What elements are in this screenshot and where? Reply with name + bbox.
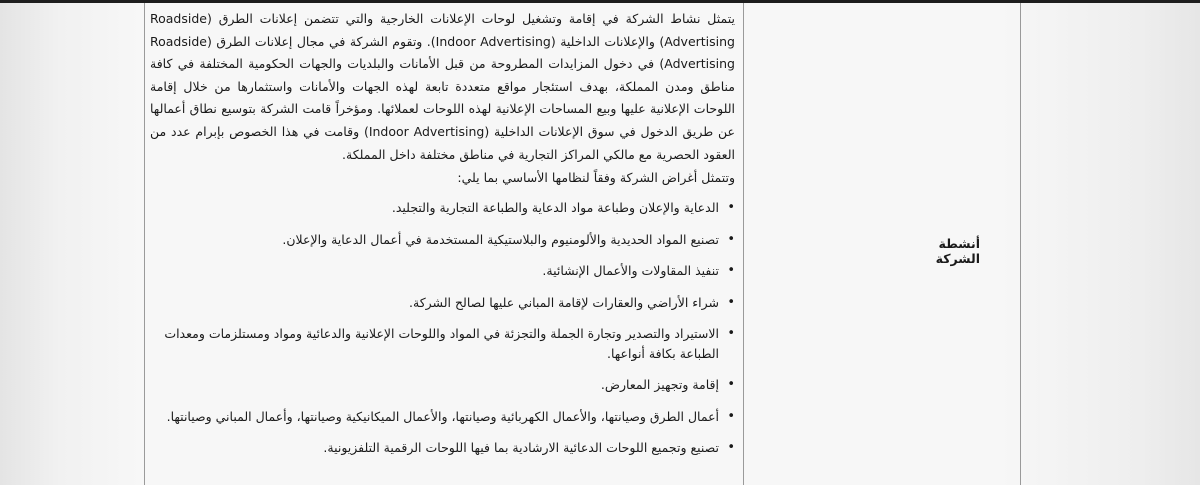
list-item: • الاستيراد والتصدير وتجارة الجملة والتجزئة في المواد واللوحات الإعلانية والدعائية ومواد ومستلزمات ومعدات الطباعة بكافة أنواعها.	[150, 324, 735, 363]
table-column-divider	[743, 3, 744, 485]
objectives-intro: وتتمثل أغراض الشركة وفقاً لنظامها الأساسي بما يلي:	[457, 170, 735, 186]
table-border-right	[1020, 3, 1021, 485]
list-item: • أعمال الطرق وصيانتها، والأعمال الكهربائية وصيانتها، والأعمال الميكانيكية وصيانتها، وأعمال المباني وصيانتها.	[150, 407, 735, 427]
list-item: • تصنيع المواد الحديدية والألومنيوم والبلاستيكية المستخدمة في أعمال الدعاية والإعلان.	[150, 230, 735, 250]
activities-cell	[150, 8, 735, 470]
list-item: • تنفيذ المقاولات والأعمال الإنشائية.	[150, 261, 735, 281]
activities-description: يتمثل نشاط الشركة في إقامة وتشغيل لوحات الإعلانات الخارجية والتي تتضمن إعلانات الطرق (Roadside Advertising) والإعلانات الداخلية (Indoor Advertising). وتقوم الشركة في مجال إعلانات الطرق (Roadside Advertising) في دخول المزايدات المطروحة من قبل الأمانات والبلديات والجهات الحكومية المختلفة في كافة مناطق ومدن المملكة، بهدف استئجار مواقع متعددة تابعة لهذه الجهات والأمانات واستثمارها من خلال إقامة اللوحات الإعلانية عليها وبيع المساحات الإعلانية لهذه اللوحات لعملائها. ومؤخراً قامت الشركة بتوسيع نطاق أعمالها عن طريق الدخول في سوق الإعلانات الداخلية (Indoor Advertising) وقامت في هذا الخصوص بإبرام عدد من العقود الحصرية مع مالكي المراكز التجارية في مناطق مختلفة داخل المملكة.	[150, 11, 736, 162]
list-item: • تصنيع وتجميع اللوحات الدعائية الارشادية بما فيها اللوحات الرقمية التلفزيونية.	[150, 438, 735, 458]
table-border-left	[144, 3, 145, 485]
objectives-list	[150, 198, 735, 458]
row-label-company-activities: أنشطة الشركة	[935, 236, 980, 266]
list-item: • شراء الأراضي والعقارات لإقامة المباني عليها لصالح الشركة.	[150, 293, 735, 313]
list-item: • الدعاية والإعلان وطباعة مواد الدعاية والطباعة التجارية والتجليد.	[150, 198, 735, 218]
list-item: • إقامة وتجهيز المعارض.	[150, 375, 735, 395]
